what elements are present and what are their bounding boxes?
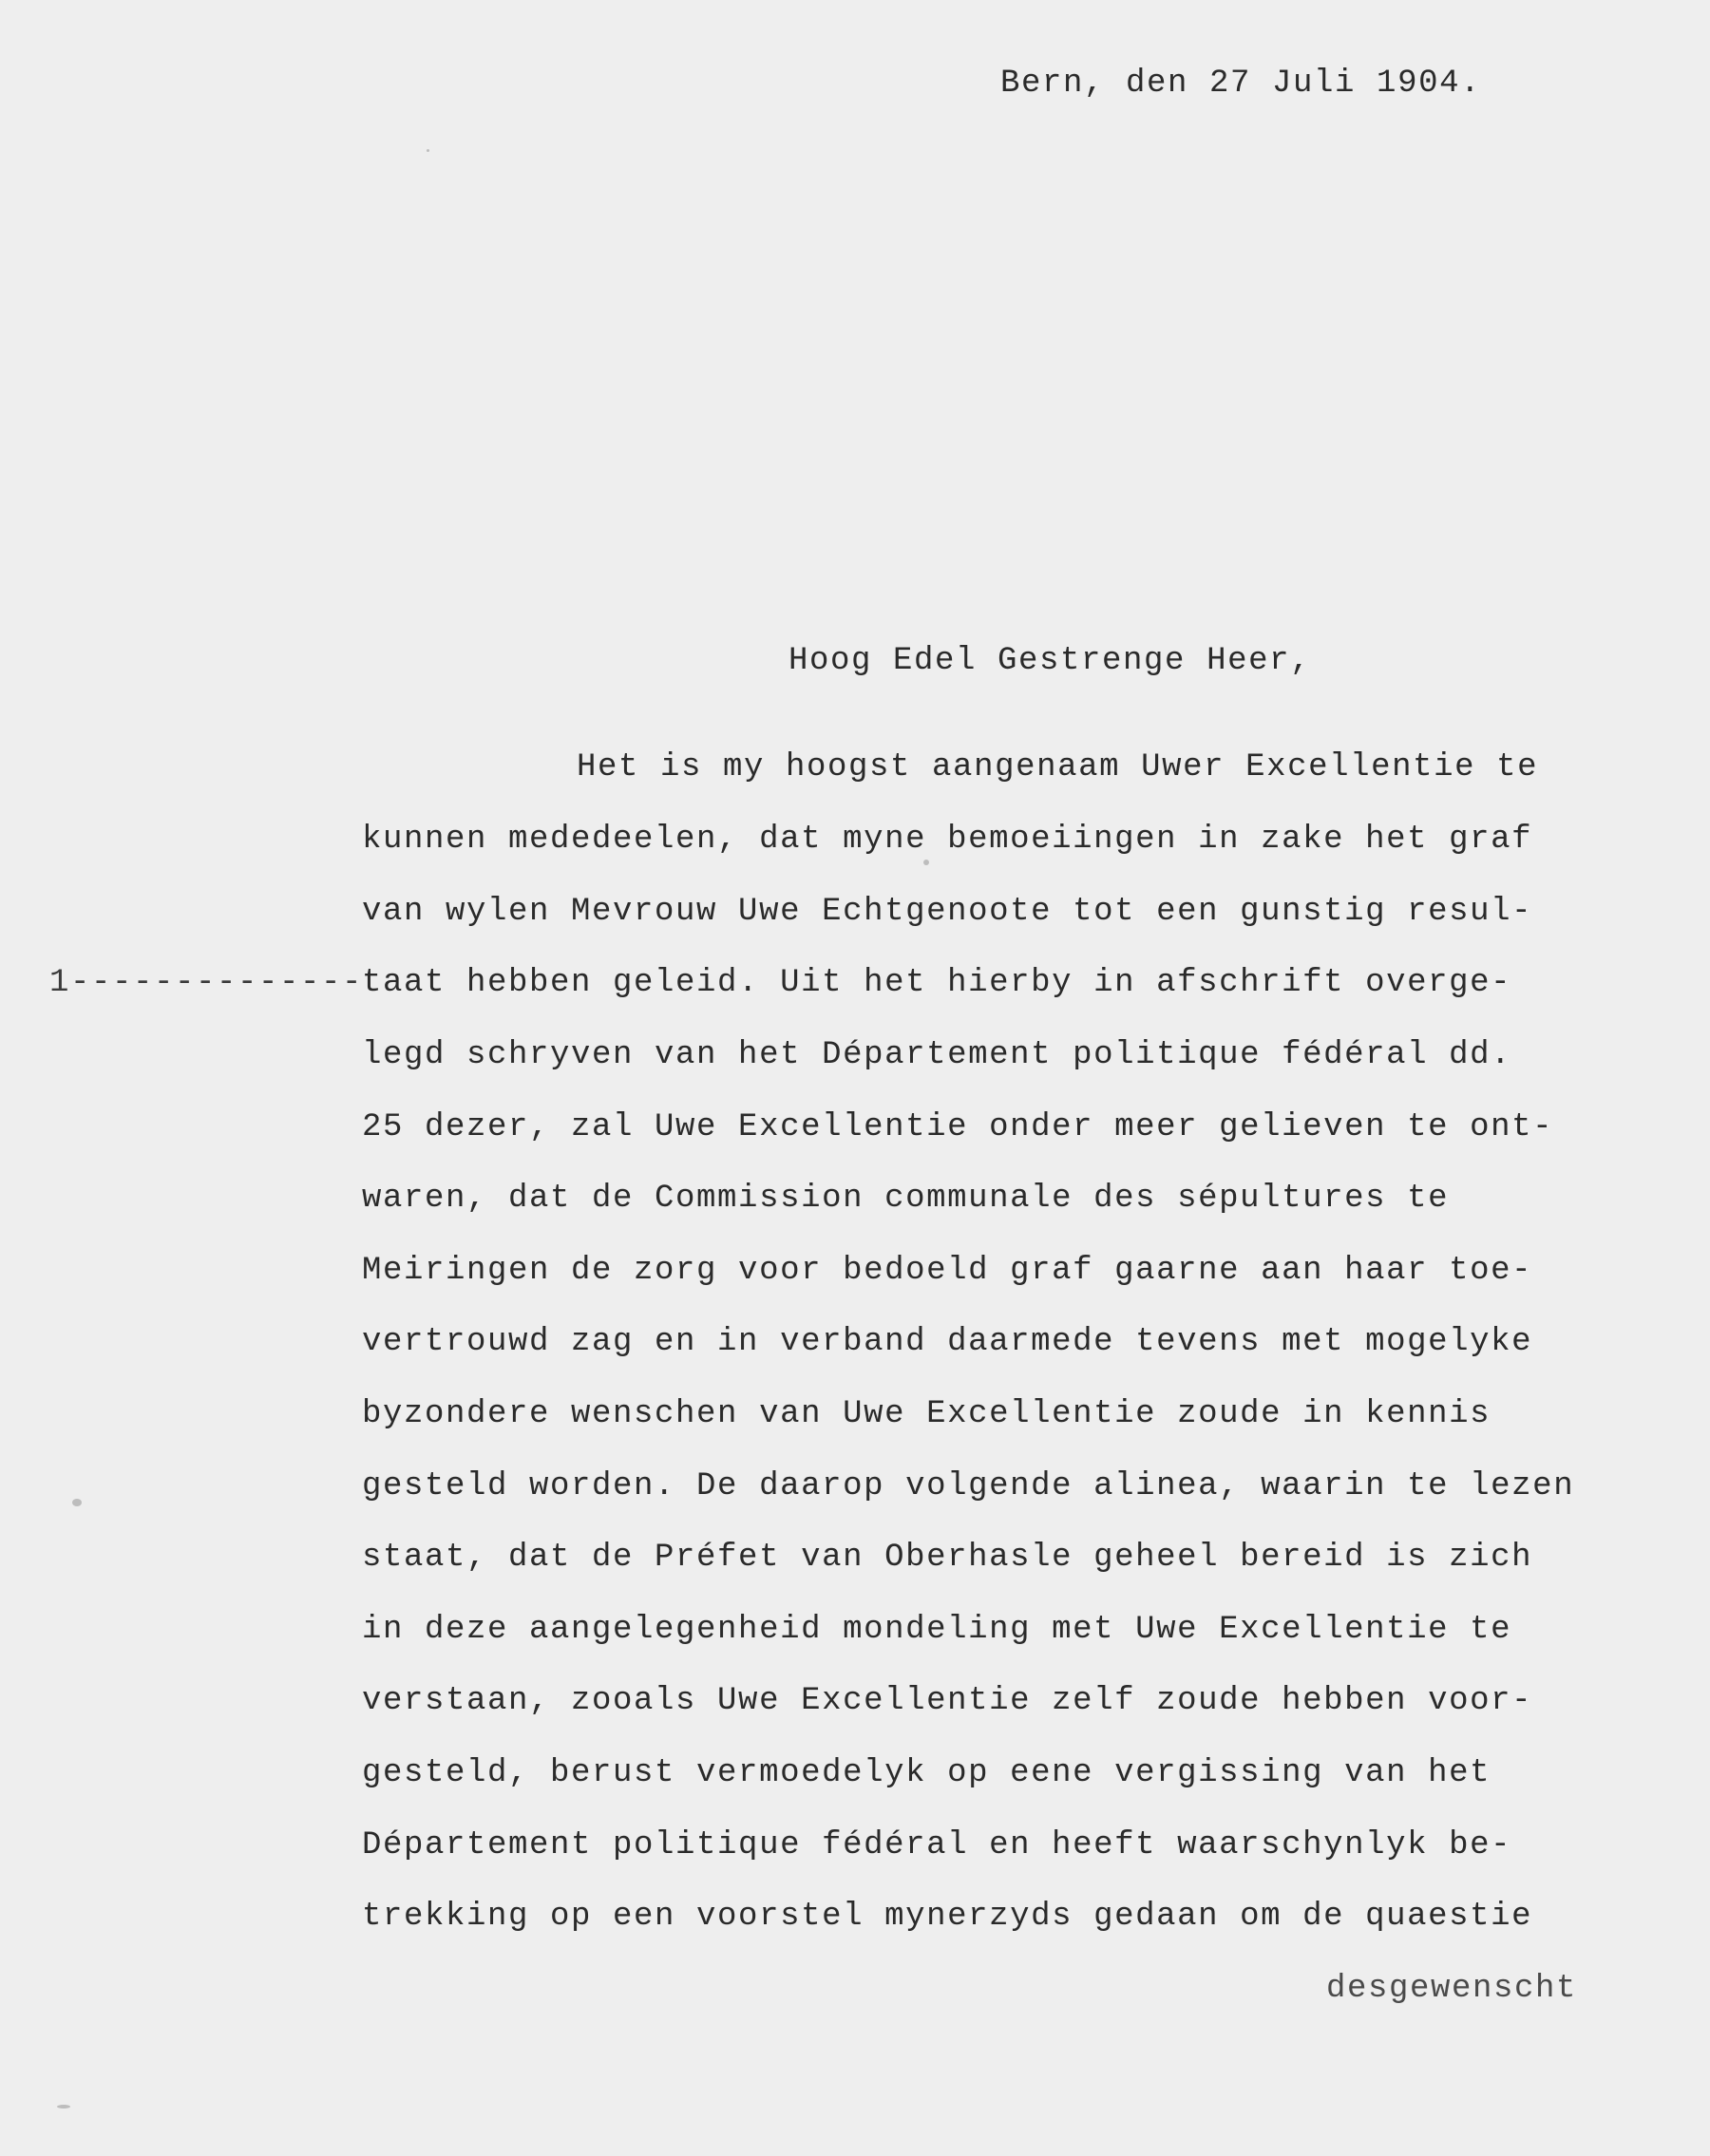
body-line: 25 dezer, zal Uwe Excellentie onder meer gelieven te ont- xyxy=(362,1109,1554,1145)
body-line: vertrouwd zag en in verband daarmede tevens met mogelyke xyxy=(362,1324,1533,1360)
catchword: desgewenscht xyxy=(1326,1971,1578,2007)
paper-speck xyxy=(427,149,429,152)
letter-salutation: Hoog Edel Gestrenge Heer, xyxy=(788,643,1312,679)
body-line: kunnen mededeelen, dat myne bemoeiingen in zake het graf xyxy=(362,822,1533,858)
body-line: in deze aangelegenheid mondeling met Uwe Excellentie te xyxy=(362,1612,1512,1648)
margin-reference-mark: 1-------------- xyxy=(49,965,364,1001)
body-line: gesteld, berust vermoedelyk op eene vergissing van het xyxy=(362,1755,1492,1791)
body-line: Département politique fédéral en heeft waarschynlyk be- xyxy=(362,1827,1512,1863)
paper-speck xyxy=(72,1499,82,1506)
body-line: van wylen Mevrouw Uwe Echtgenoote tot een gunstig resul- xyxy=(362,894,1533,930)
body-line: legd schryven van het Département politique fédéral dd. xyxy=(362,1037,1512,1073)
body-line: Meiringen de zorg voor bedoeld graf gaarne aan haar toe- xyxy=(362,1253,1533,1289)
letter-dateline: Bern, den 27 Juli 1904. xyxy=(1000,66,1482,102)
body-line: byzondere wenschen van Uwe Excellentie zoude in kennis xyxy=(362,1396,1492,1432)
body-line: verstaan, zooals Uwe Excellentie zelf zoude hebben voor- xyxy=(362,1683,1533,1719)
body-line: trekking op een voorstel mynerzyds gedaan om de quaestie xyxy=(362,1899,1533,1935)
body-line: staat, dat de Préfet van Oberhasle geheel bereid is zich xyxy=(362,1540,1533,1576)
paper-speck xyxy=(57,2105,70,2109)
body-line: gesteld worden. De daarop volgende alinea, waarin te lezen xyxy=(362,1468,1575,1504)
body-line: taat hebben geleid. Uit het hierby in afschrift overge- xyxy=(362,965,1512,1001)
body-line: waren, dat de Commission communale des sépultures te xyxy=(362,1181,1450,1217)
paper-speck xyxy=(923,860,929,865)
body-line: Het is my hoogst aangenaam Uwer Excellentie te xyxy=(577,749,1539,785)
